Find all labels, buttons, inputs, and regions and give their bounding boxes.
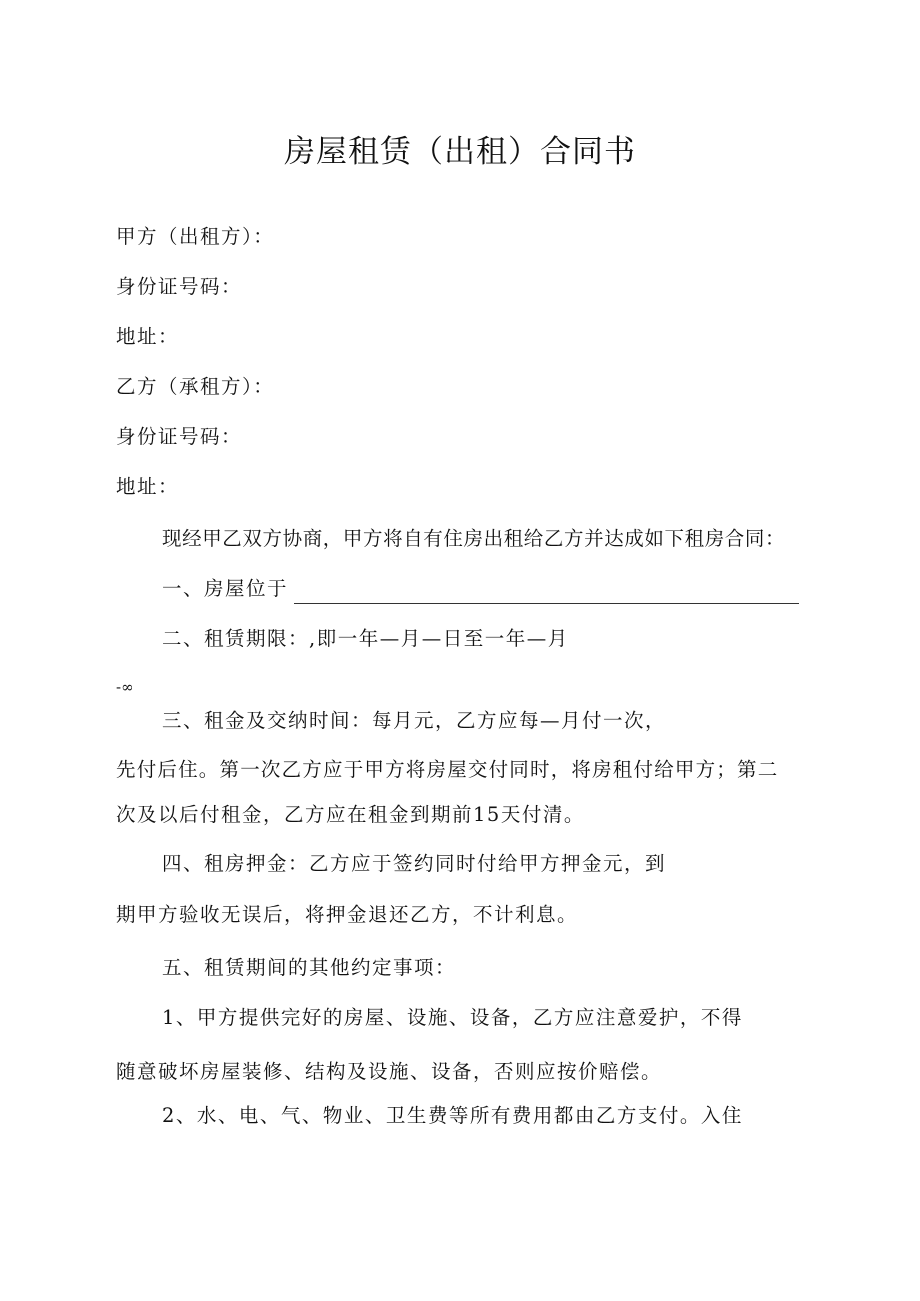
clause-4-line-1: 四、租房押金：乙方应于签约同时付给甲方押金元，到 (162, 852, 667, 875)
party-b-address-label: 地址： (116, 475, 180, 498)
clause-1 (162, 574, 799, 604)
intro-paragraph: 现经甲乙双方协商，甲方将自有住房出租给乙方并达成如下租房合同： (162, 527, 786, 550)
item-2-line-1: 2、水、电、气、物业、卫生费等所有费用都由乙方支付。入住 (162, 1104, 743, 1127)
party-b-label: 乙方（承租方）： (116, 375, 275, 398)
party-a-id-label: 身份证号码： (116, 275, 243, 298)
clause-1-label: 一、房屋位于 (162, 577, 289, 600)
clause-3-line-1: 三、租金及交纳时间：每月元，乙方应每—月付一次， (162, 709, 667, 732)
party-b-id-label: 身份证号码： (116, 425, 243, 448)
item-1-line-1: 1、甲方提供完好的房屋、设施、设备，乙方应注意爱护，不得 (162, 1006, 743, 1029)
party-a-label: 甲方（出租方）： (116, 225, 275, 248)
clause-5-label: 五、租赁期间的其他约定事项： (162, 956, 457, 979)
party-a-address-label: 地址： (116, 325, 180, 348)
location-blank-line (294, 581, 799, 604)
clause-2-line-1: 二、租赁期限：,即一年—月—日至一年—月 (162, 627, 569, 650)
clause-4-line-2: 期甲方验收无误后，将押金退还乙方，不计利息。 (116, 903, 579, 926)
clause-2-line-2: -∞ (116, 678, 134, 696)
page-title: 房屋租赁（出租）合同书 (284, 134, 636, 170)
item-1-line-2: 随意破坏房屋装修、结构及设施、设备，否则应按价赔偿。 (116, 1060, 663, 1083)
clause-3-line-2: 先付后住。第一次乙方应于甲方将房屋交付同时，将房租付给甲方；第二 (116, 758, 779, 781)
clause-3-line-3: 次及以后付租金，乙方应在租金到期前15天付清。 (116, 803, 585, 826)
